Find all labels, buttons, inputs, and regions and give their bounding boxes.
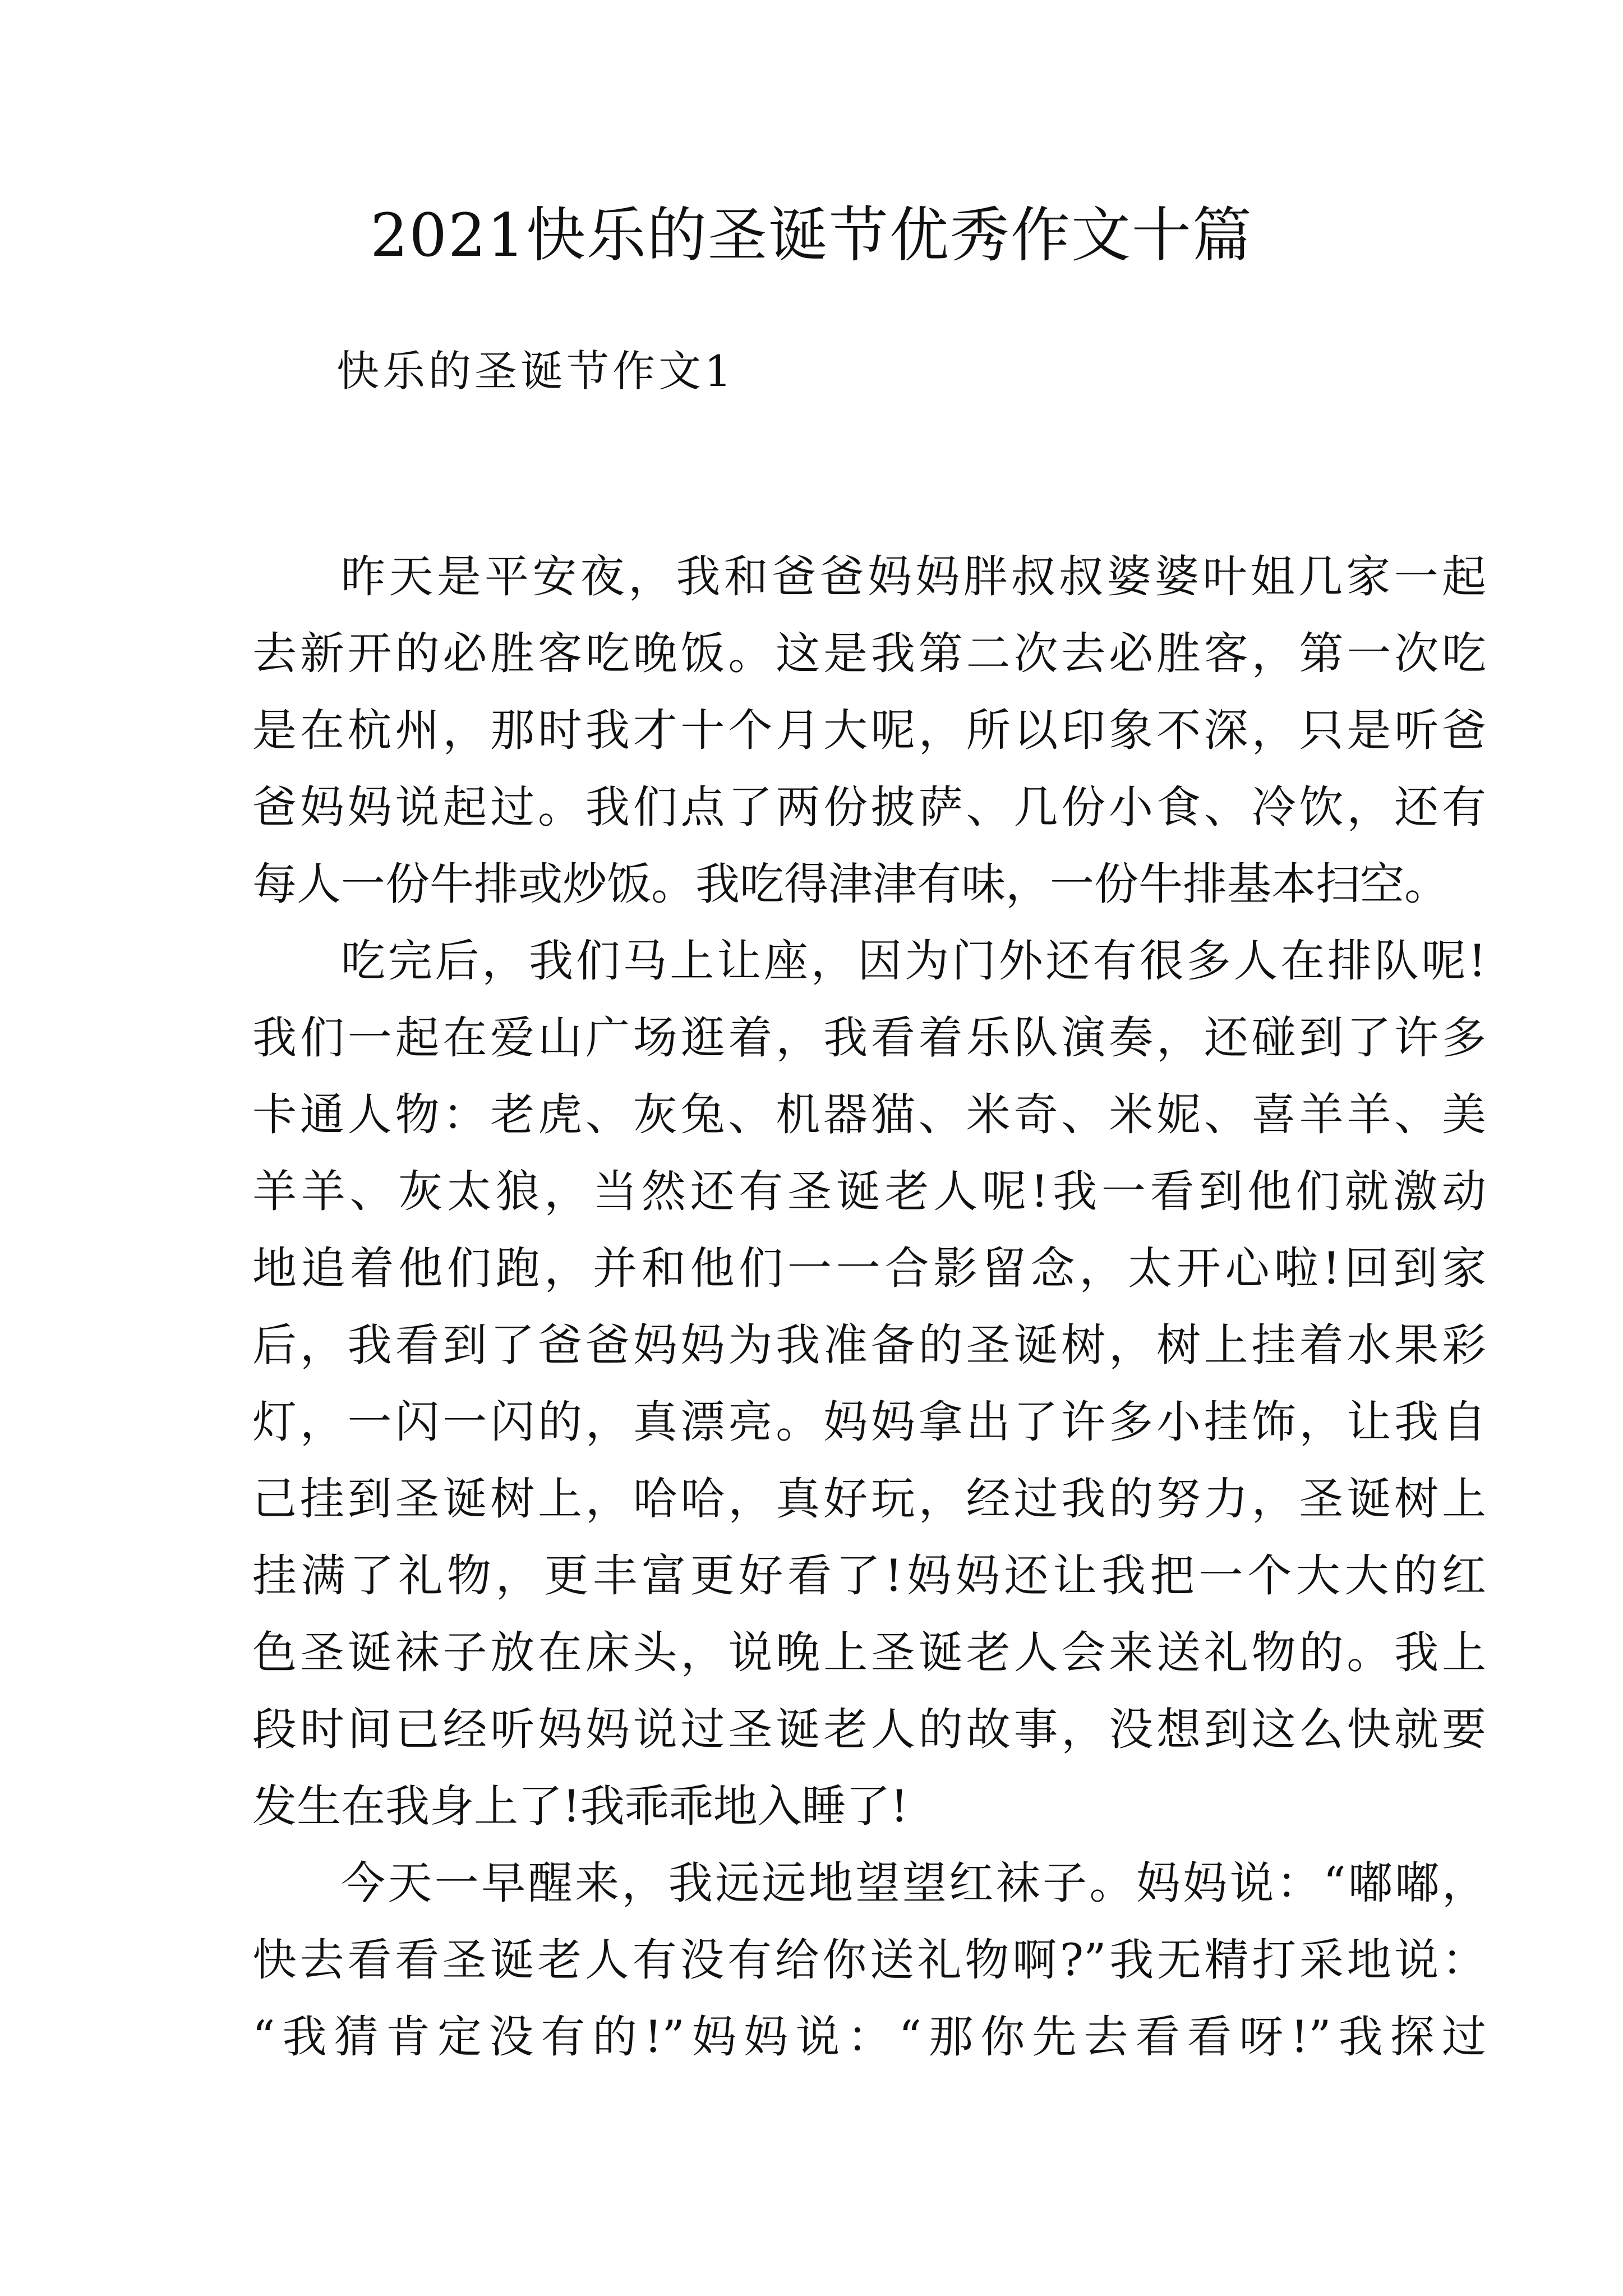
essay-body — [252, 539, 1486, 2076]
paragraph-line: 地追着他们跑，并和他们一一合影留念，太开心啦!回到家 — [252, 1243, 1486, 1294]
paragraph-line: 己挂到圣诞树上，哈哈，真好玩，经过我的努力，圣诞树上 — [252, 1473, 1486, 1525]
paragraph-line: “我猜肯定没有的!”妈妈说：“那你先去看看呀!”我探过 — [252, 2011, 1486, 2063]
paragraph-line: 卡通人物：老虎、灰兔、机器猫、米奇、米妮、喜羊羊、美 — [252, 1089, 1486, 1140]
section-heading: 快乐的圣诞节作文1 — [336, 346, 735, 396]
paragraph-line: 去新开的必胜客吃晚饭。这是我第二次去必胜客，第一次吃 — [252, 628, 1486, 679]
paragraph-line: 羊羊、灰太狼，当然还有圣诞老人呢!我一看到他们就激动 — [252, 1166, 1486, 1217]
paragraph-line: 快去看看圣诞老人有没有给你送礼物啊?”我无精打采地说： — [252, 1934, 1486, 1986]
paragraph-line: 今天一早醒来，我远远地望望红袜子。妈妈说：“嘟嘟， — [341, 1857, 1486, 1909]
paragraph-line: 发生在我身上了!我乖乖地入睡了! — [252, 1780, 909, 1832]
paragraph-line: 我们一起在爱山广场逛着，我看着乐队演奏，还碰到了许多 — [252, 1012, 1486, 1064]
paragraph-line: 段时间已经听妈妈说过圣诞老人的故事，没想到这么快就要 — [252, 1704, 1486, 1755]
paragraph-line: 昨天是平安夜，我和爸爸妈妈胖叔叔婆婆叶姐几家一起 — [341, 551, 1486, 602]
paragraph-line: 是在杭州，那时我才十个月大呢，所以印象不深，只是听爸 — [252, 705, 1486, 756]
document-title: 2021快乐的圣诞节优秀作文十篇 — [370, 201, 1253, 270]
paragraph-line: 爸妈妈说起过。我们点了两份披萨、几份小食、冷饮，还有 — [252, 781, 1486, 833]
paragraph-line: 挂满了礼物，更丰富更好看了!妈妈还让我把一个大大的红 — [252, 1550, 1486, 1602]
paragraph-line: 每人一份牛排或炒饭。我吃得津津有味，一份牛排基本扫空。 — [252, 858, 1449, 910]
paragraph-line: 吃完后，我们马上让座，因为门外还有很多人在排队呢! — [341, 935, 1486, 987]
paragraph-line: 灯，一闪一闪的，真漂亮。妈妈拿出了许多小挂饰，让我自 — [252, 1396, 1486, 1448]
paragraph-line: 后，我看到了爸爸妈妈为我准备的圣诞树，树上挂着水果彩 — [252, 1319, 1486, 1371]
paragraph-line: 色圣诞袜子放在床头，说晚上圣诞老人会来送礼物的。我上 — [252, 1627, 1486, 1678]
